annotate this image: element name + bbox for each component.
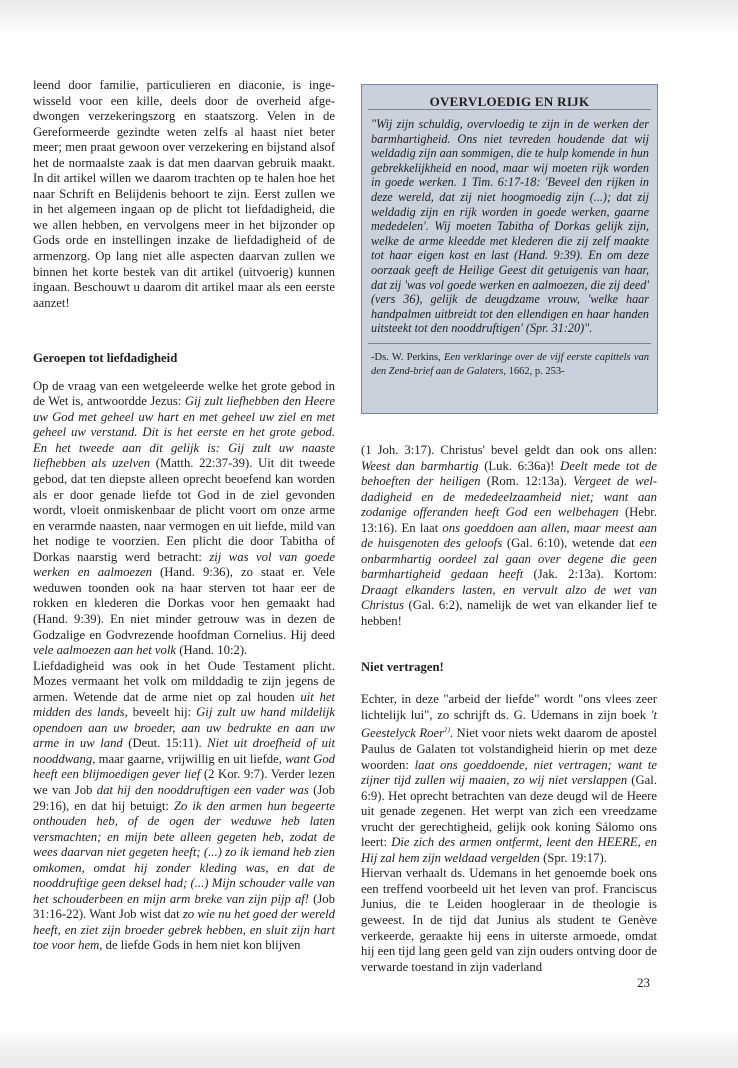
text-run: (Jak. 2:13a). Kortom: — [523, 567, 657, 582]
body-paragraph-5: Hiervan verhaalt ds. Udemans in het genoemde boek ons een treffend voorbeeld uit het leven van prof. Franciscus Junius, die te Leiden hoogleraar in de theologie is geweest. In de tijd dat Junius als student te Genève verkeerde, geraakte hij eens in uiterste armoede, omdat hij een tijd lang geen geld van zijn ouders ontving door de verwarde toestand in zijn vaderland — [361, 866, 657, 974]
text-run: de liefde Gods in hem niet kon blijven — [102, 938, 301, 953]
scripture-quote: uit het midden des lands — [33, 689, 335, 720]
scripture-quote: ons goeddoen aan allen, maar meest aan de huisgenoten des geloofs — [361, 520, 657, 551]
text-run: (Rom. 12:13a). — [480, 474, 574, 489]
section-heading-liefdadigheid: Geroepen tot liefdadigheid — [33, 351, 178, 366]
sidebar-source — [362, 344, 657, 379]
text-run: (Gal. 6:2), namelijk de wet van elkander lief te hebben! — [361, 598, 657, 629]
scripture-quote: Zo ik den armen hun begeerte onthouden heb, of de ogen der weduwe heb laten versmachten; en mijn bete alleen gegeten heb, zodat de wees daarvan niet gegeten heeft; (...) zo ik iemand heb zien omkomen, omdat hij zonder kleding was, en dat de nooddruftige geen deksel had; (...) Mijn schouder valle van het schouderbeen en mijn arm breke van zijn pijp af! — [33, 798, 335, 906]
scripture-quote: laat ons goeddoende, niet vertragen; want te zijner tijd zullen wij maaien, zo wij niet verslappen — [361, 757, 657, 788]
sidebar-quote: "Wij zijn schuldig, overvloedig te zijn in de werken der barmhartigheid. Ons niet tevreden houdende dat wij weldadig zijn aan sommigen, die te hulp komende in hun gebrekkelijkheid en nood, maar wij moeten rijk worden in goede werken. 1 Tim. 6:17-18: 'Beveel den rijken in deze wereld, dat zij niet hoogmoedig zijn (...); dat zij weldadig zijn en rijk worden in goede werken, gaarne mededelen'. Wij moeten Tabitha of Dorkas gelijk zijn, welke de arme kleedde met klederen die zij zelf maakte tot haar eigen kost en last (Hand. 9:39). En om deze oorzaak geeft de Heilige Geest dit getuigenis van haar, dat zij 'was vol goede werken en aalmoezen, die zij deed' (vers 36), gelijk de deugdzame vrouw, 'welke haar handpalmen uitbreidt tot den ellendigen en haar handen uitsteekt tot den nooddruftigen' (Spr. 31:20)". — [371, 117, 649, 336]
scripture-quote: zij was vol van goede werken en aalmoezen — [33, 549, 335, 580]
footnote-marker: 1) — [444, 726, 450, 735]
text-run: (Hand. 9:36), zo staat er. Vele weduwen toonden ook na haar sterven tot haar eer de rokken en klederen die Dorkas voor hen gemaakt had (Hand. 9:39). En niet minder getrouw was in dezen de Godzalige en Godvrezende hoofdman Cornelius. Hij deed — [33, 565, 335, 642]
left-column — [33, 78, 335, 954]
body-paragraph-2 — [33, 659, 335, 954]
text-run: (Gal. 6:9). Het oprecht betrachten van deze deugd wil de Heere uit genade zegenen. Het werpt van zich een vreedzame vrucht der gerechtigheid, gelijk ook koning Sálomo ons leert: — [361, 773, 657, 850]
body-paragraph-3 — [361, 443, 657, 630]
scripture-quote: Deelt mede tot de behoeften der heiligen — [361, 458, 657, 489]
scripture-quote: Die zich des armen ontfermt, leent den HEERE, en Hij zal hem zijn weldaad vergelden — [361, 835, 657, 865]
text-run: (Matth. 22:37-39). Uit dit tweede gebod, dat ten diepste alleen oprecht beoefend kan worden als er door genade liefde tot God in de ziel gevonden wordt, vloeit onmiskenbaar de plicht voort om onze arme en verarmde naasten, naar vermogen en uit liefde, mild van het nodige te voorzien. Een plicht die door Tabitha of Dorkas naarstig werd betracht: — [33, 456, 335, 564]
scripture-quote: een onbarmhartig oordeel zal gaan over degene die geen barmhartigheid gedaan heeft — [361, 536, 657, 582]
text-run: (Hand. 10:2). — [176, 643, 248, 658]
right-column — [361, 443, 657, 975]
book-title: 't Geestelyck Roer — [361, 707, 657, 741]
scripture-quote: want God heeft een blijmoedigen gever lief — [33, 751, 336, 782]
text-run: maar gaarne, vrijwillig en uit liefde, — [95, 751, 286, 766]
text-run: (Gal. 6:10), wetende dat — [502, 536, 640, 551]
scripture-quote: vele aalmoezen aan het volk — [33, 643, 177, 658]
page-number: 23 — [637, 975, 650, 990]
text-run: (Luk. 6:36a)! — [478, 458, 561, 473]
text-run: Echter, in deze "arbeid der liefde" wordt "ons vlees zeer lichtelijk lui", zo schrijft ds. G. Udemans in zijn boek — [361, 692, 657, 722]
source-author: -Ds. W. Perkins, — [371, 351, 444, 363]
body-paragraph-1 — [33, 379, 335, 659]
scan-bottom-shade — [0, 1030, 738, 1068]
scripture-quote: Vergeet de weldadigheid en de mededeelzaamheid niet; want aan zodanige offeranden heeft God een welbehagen — [361, 474, 657, 520]
scripture-quote: dat hij den nooddruftigen een vader was — [96, 782, 309, 797]
source-title: Een verklaringe over de vijf eerste capittels van den Zend-brief aan de Galaters — [371, 351, 649, 377]
text-run: . Niet voor niets wekt daarom de apostel Paulus de Galaten tot volstandigheid hierin op met deze woorden: — [361, 726, 657, 772]
scripture-quote: Weest dan barmhartig — [361, 458, 479, 473]
text-run: (Deut. 15:11). — [122, 736, 208, 751]
text-run: (2 Kor. 9:7). Verder lezen we van Job — [33, 767, 335, 797]
text-run: (Job 31:16-22). Want Job wist dat — [33, 891, 335, 922]
body-paragraph-4 — [361, 692, 657, 866]
scripture-quote: Gij zult liefhebben den Heere uw God met geheel uw hart en met geheel uw ziel en met geheel uw verstand. Dit is het eerste en het grote gebod. En het tweede aan dit gelijk is: Gij zult uw naaste liefhebben als uzelven — [33, 394, 335, 471]
text-run: Op de vraag van een wetgeleerde welke het grote gebod in de Wet is, antwoordde Jezus: — [33, 378, 335, 409]
text-run: (1 Joh. 3:17). Christus' bevel geldt dan ook ons allen: — [361, 443, 657, 457]
section-heading-niet-vertragen: Niet vertragen! — [361, 659, 444, 674]
text-run: , beveelt hij: — [124, 705, 197, 720]
scripture-quote: Draagt elkanders lasten, en vervult alzo de wet van Christus — [361, 582, 657, 613]
text-run: Liefdadigheid was ook in het Oude Testament plicht. Mozes vermaant het volk om milddadig te zijn jegens de armen. Wetende dat de arme niet op zal houden — [33, 658, 335, 704]
sidebar-title: OVERVLOEDIG EN RIJK — [429, 94, 590, 109]
scripture-quote: Niet uit droefheid of uit nooddwang, — [33, 736, 335, 766]
sidebar-box — [361, 84, 658, 414]
scripture-quote: zo wie nu het goed der wereld heeft, en ziet zijn broeder gebrek hebben, en sluit zijn hart toe voor hem, — [33, 907, 335, 953]
text-run: (Hebr. 13:16). En laat — [361, 505, 657, 535]
source-details: , 1662, p. 253- — [503, 365, 565, 377]
scan-top-shade — [0, 0, 738, 34]
text-run: (Job 29:16), en dat hij betuigt: — [33, 782, 335, 813]
scripture-quote: Gij zult uw hand mildelijk opendoen aan uw broeder, aan uw bedrukte en aan uw arme in uw land — [33, 705, 335, 751]
intro-paragraph: leend door familie, particulieren en diaconie, is ingewisseld voor een kille, deels door de overheid afgedwongen verzekeringszorg en staatszorg. Velen in de Gereformeerde gezindte weten zelfs al haast niet beter meer; men praat gewoon over verzekering en bijstand alsof het de normaalste zaak is dat men daarvan gebruik maakt. In dit artikel willen we daarom trachten op te halen hoe het naar Schrift en Belijdenis behoort te zijn. Eerst zullen we in het algemeen ingaan op de plicht tot liefdadigheid, die we allen hebben, en vervolgens meer in het bijzonder op Gods orde en instellingen inzake de liefdadigheid of de armenzorg. Op lang niet alle aspecten daarvan zullen we binnen het korte bestek van dit artikel (uitvoerig) kunnen ingaan. Beschouwt u daarom dit artikel maar als een eerste aanzet! — [33, 78, 335, 310]
text-run: (Spr. 19:17). — [539, 850, 607, 865]
